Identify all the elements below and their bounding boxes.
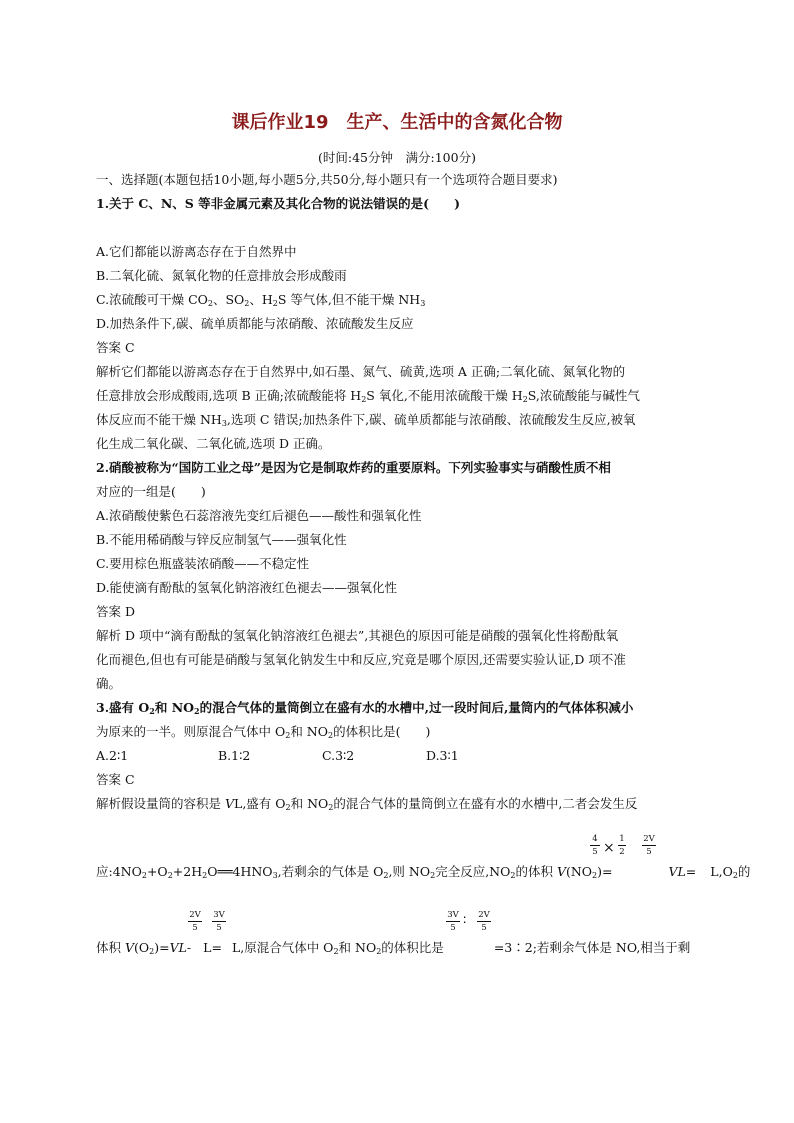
q2-explanation-line-1: 解析 D 项中“滴有酚酞的氢氧化钠溶液红色褪去”,其褪色的原因可能是硝酸的强氧化性将酚酞氧 xyxy=(96,628,619,643)
q2-option-b: B.不能用稀硝酸与锌反应制氢气——强氧化性 xyxy=(96,532,347,547)
q1-answer: 答案 C xyxy=(96,340,135,355)
fraction-2v-5-c: 2V 5 xyxy=(478,910,490,933)
fraction-4-5: 4 5 xyxy=(590,834,600,857)
q3-equation-line: 应$:4NO_2+O_2+2H_2O══4HNO_3$,若剩余的气体是 $O_2$,则 $NO_2$完全反应$,NO_2$的体积 $V(NO_2)= VL= L,O_2$的 xyxy=(96,864,751,880)
fraction-3v-5: 3V 5 xyxy=(213,910,225,933)
section-heading: 一、选择题(本题包括10小题,每小题5分,共50分,每小题只有一个选项符合题目要求) xyxy=(96,172,558,187)
question-3-stem-line-1: 3.盛有 $O_2$和 $NO_2$的混合气体的量筒倒立在盛有水的水槽中,过一段时间后,量筒内的气体体积减小 xyxy=(96,700,634,716)
q1-option-d: D.加热条件下,碳、硫单质都能与浓硝酸、浓硫酸发生反应 xyxy=(96,316,414,331)
fraction-2v-5: 2V 5 xyxy=(643,834,655,857)
q3-option-b: B.1∶2 xyxy=(218,748,251,763)
ratio-colon: ∶ xyxy=(463,912,467,927)
question-3-stem-line-2: 为原来的一半。则原混合气体中 $O_2$和 $NO_2$的体积比是( ) xyxy=(96,724,431,740)
fraction-1-2: 1 2 xyxy=(619,834,625,857)
question-1-stem: 1.关于 C、N、S 等非金属元素及其化合物的说法错误的是( ) xyxy=(96,196,460,211)
q1-explanation-line-3: 体反应而不能干燥 $NH_3$,选项 C 错误;加热条件下,碳、硫单质都能与浓硝酸、浓硫酸发生反应,被氧 xyxy=(96,412,636,428)
q1-explanation-line-4: 化生成二氧化碳、二氧化硫,选项 D 正确。 xyxy=(96,436,331,451)
q1-option-b: B.二氧化硫、氮氧化物的任意排放会形成酸雨 xyxy=(96,268,347,283)
time-score-info: (时间:45分钟 满分:100分) xyxy=(318,150,476,165)
q2-explanation-line-2: 化而褪色,但也有可能是硝酸与氢氧化钠发生中和反应,究竟是哪个原因,还需要实验认证,D 项不准 xyxy=(96,652,626,667)
q3-explanation-line-1: 解析假设量筒的容积是 VL,盛有 $O_2$和 $NO_2$的混合气体的量筒倒立在盛有水的水槽中,二者会发生反 xyxy=(96,796,638,812)
q2-option-c: C.要用棕色瓶盛装浓硝酸——不稳定性 xyxy=(96,556,310,571)
question-2-stem-line-2: 对应的一组是( ) xyxy=(96,484,206,499)
q1-explanation-line-1: 解析它们都能以游离态存在于自然界中,如石墨、氮气、硫黄,选项 A 正确;二氧化硫、氮氧化物的 xyxy=(96,364,626,379)
q3-answer: 答案 C xyxy=(96,772,135,787)
q2-option-a: A.浓硝酸使紫色石蕊溶液先变红后褪色——酸性和强氧化性 xyxy=(96,508,422,523)
q3-equation-line-2: 体积 $V(O_2)=VL-$ L= L,原混合气体中 $O_2$和 $NO_2$的体积比是 =3∶2;若剩余气体是 NO,相当于剩 xyxy=(96,940,691,956)
page-title: 课后作业19 生产、生活中的含氮化合物 xyxy=(231,112,563,133)
q2-answer: 答案 D xyxy=(96,604,135,619)
question-2-stem-line-1: 2.硝酸被称为“国防工业之母”是因为它是制取炸药的重要原料。下列实验事实与硝酸性质不相 xyxy=(96,460,611,475)
q3-option-d: D.3∶1 xyxy=(426,748,459,763)
q1-option-a: A.它们都能以游离态存在于自然界中 xyxy=(96,244,297,259)
fraction-2v-5-b: 2V 5 xyxy=(189,910,201,933)
q2-option-d: D.能使滴有酚酞的氢氧化钠溶液红色褪去——强氧化性 xyxy=(96,580,398,595)
q3-option-a: A.2∶1 xyxy=(96,748,129,763)
q2-explanation-line-3: 确。 xyxy=(96,676,122,691)
q1-explanation-line-2: 任意排放会形成酸雨,选项 B 正确;浓硫酸能将 $H_2S$ 氧化,不能用浓硫酸干燥 $H_2S$,浓硫酸能与碱性气 xyxy=(96,388,640,404)
q3-option-c: C.3∶2 xyxy=(322,748,355,763)
q1-option-c: C.浓硫酸可干燥 $CO_2$、$SO_2$、$H_2S$ 等气体,但不能干燥 $NH_3$ xyxy=(96,292,426,308)
fraction-3v-5-b: 3V 5 xyxy=(447,910,459,933)
times-sign: × xyxy=(603,840,615,856)
